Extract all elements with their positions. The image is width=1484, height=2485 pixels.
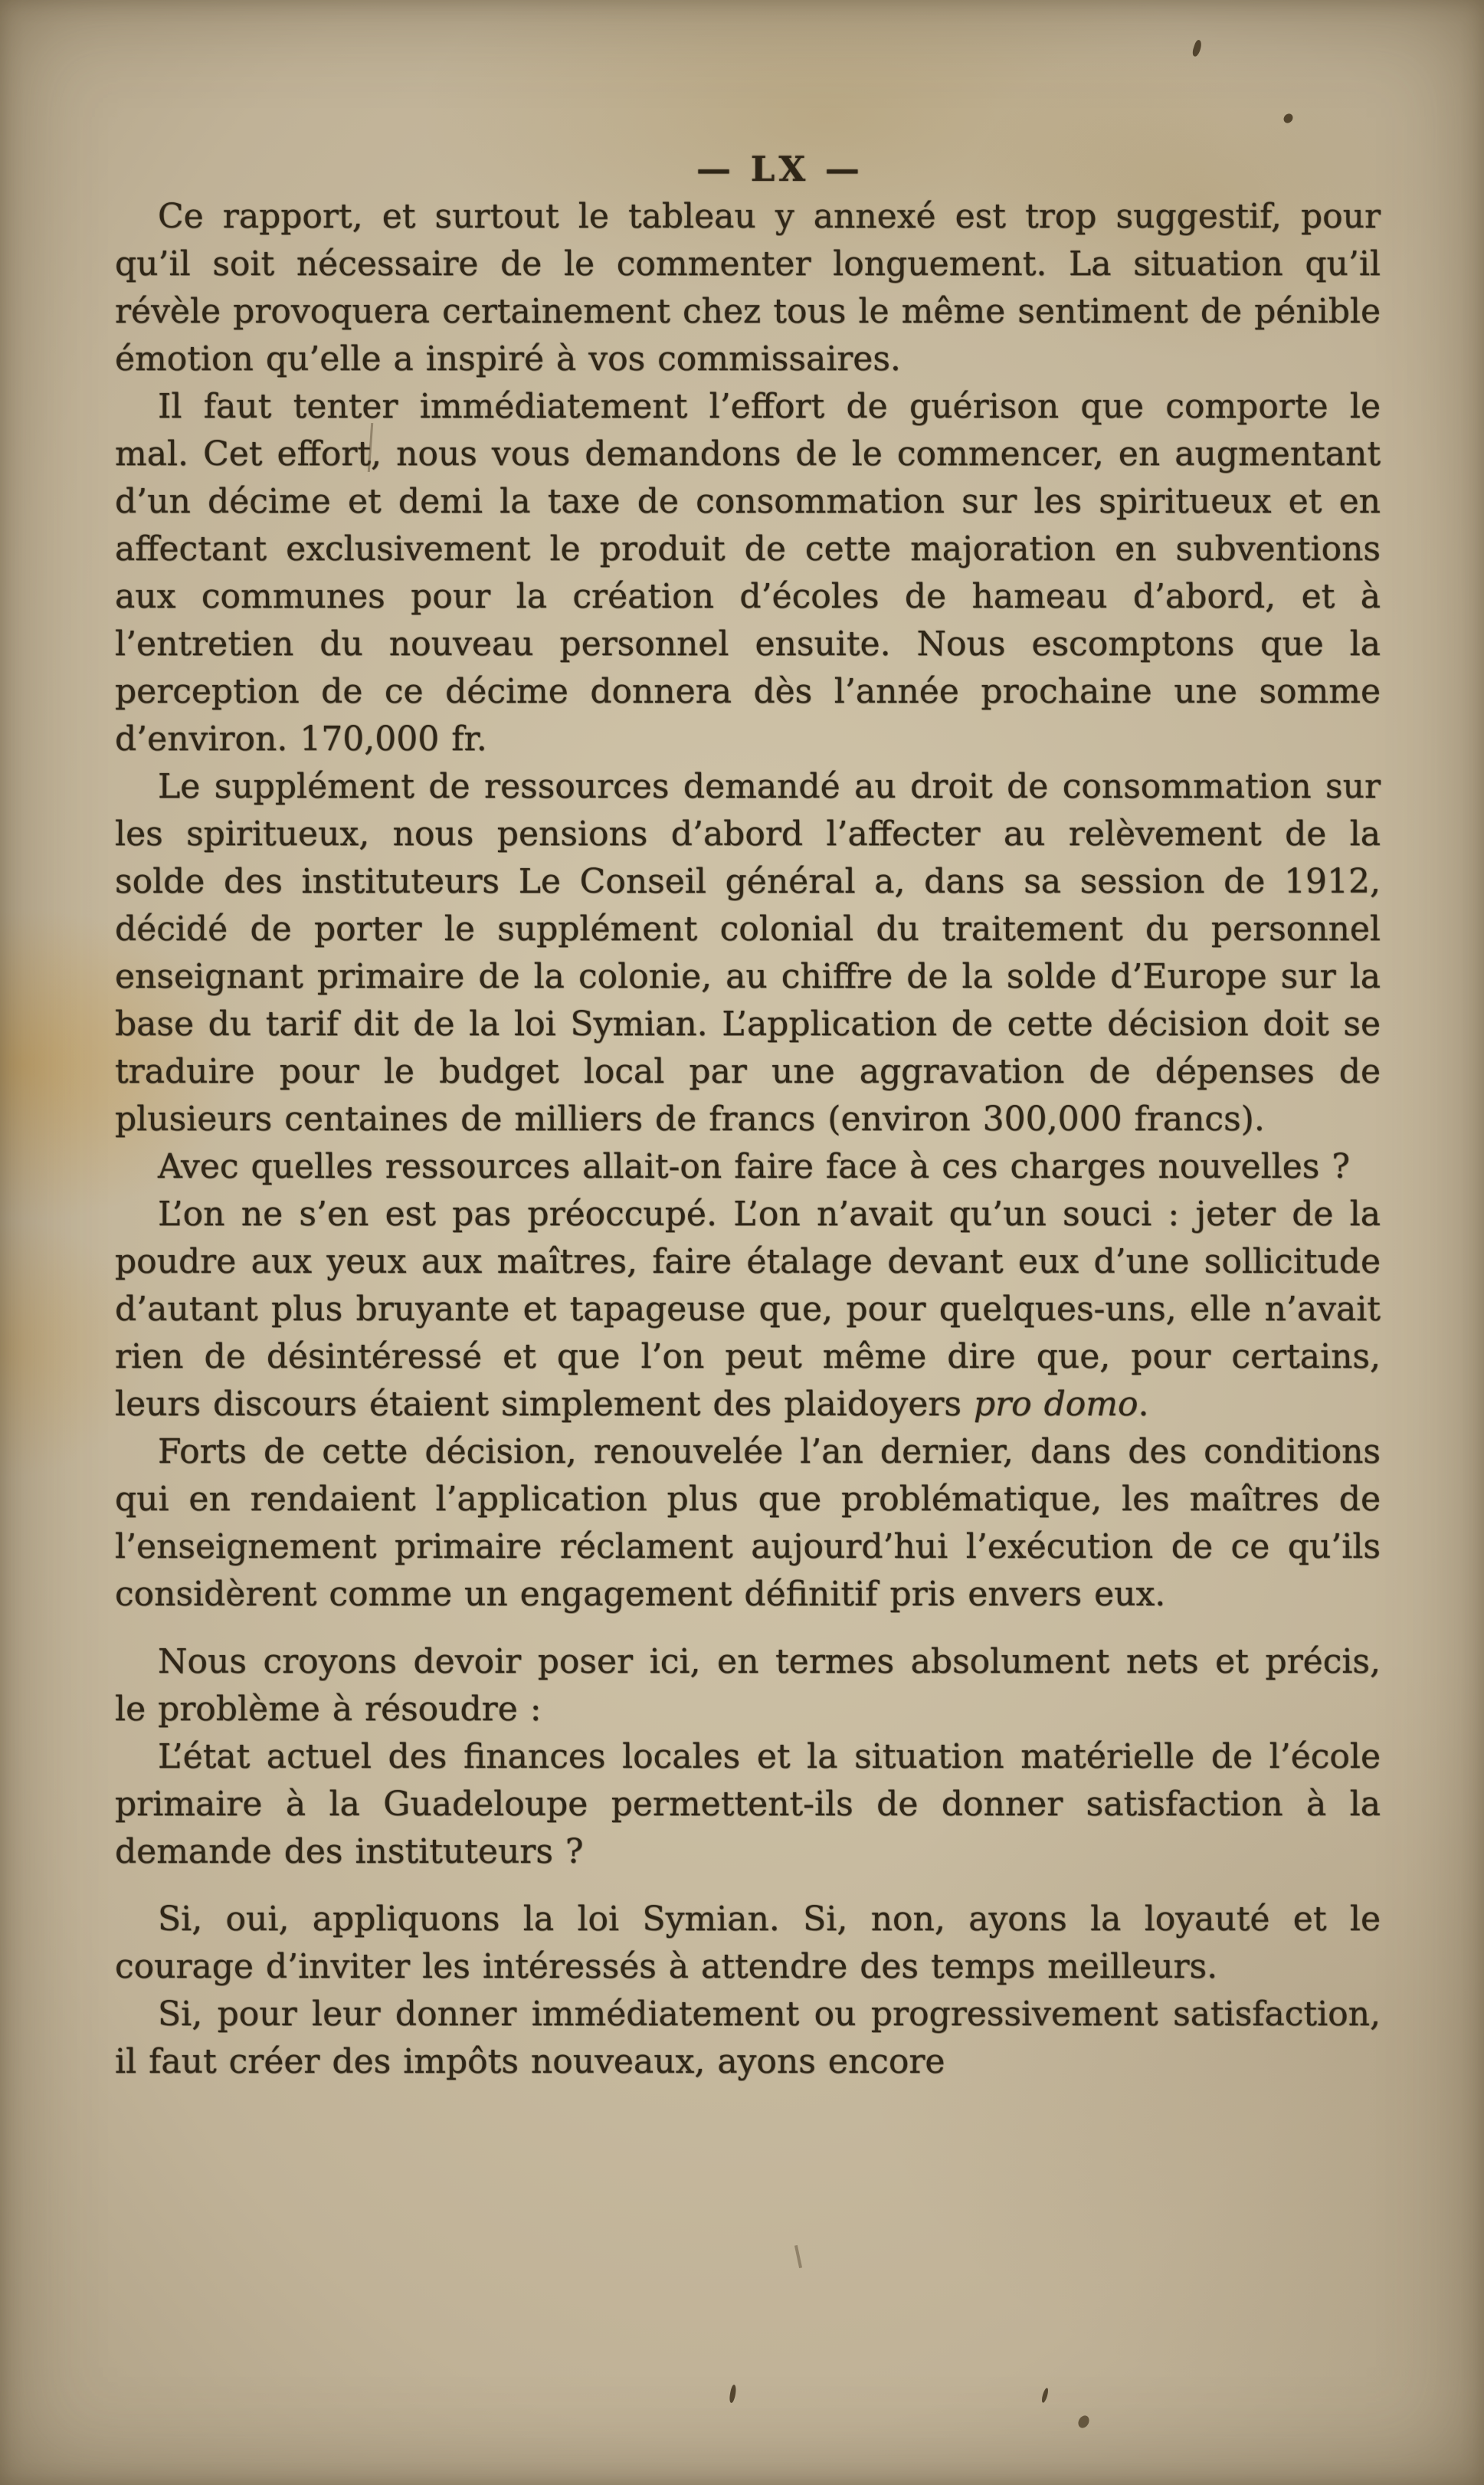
paragraph-3: Le supplément de ressources demandé au droit de consommation sur les spiritueux, nous pensions d’abord l’affecter au relèvement de la solde des instituteurs Le Conseil général a, dans sa session de 1912, décidé de porter le supplément colonial du traitement du personnel enseignant primaire de la colonie, au chiffre de la solde d’Europe sur la base du tarif dit de la loi Symian. L’application de cette décision doit se traduire pour le budget local par une aggravation de dépenses de plusieurs centaines de milliers de francs (environ 300,000 francs). (115, 767, 1381, 1139)
paragraph-8: L’état actuel des finances locales et la situation matérielle de l’école primaire à la Guadeloupe permettent-ils de donner satisfaction à la demande des instituteurs ? (115, 1737, 1381, 1871)
paragraph-7: Nous croyons devoir poser ici, en termes absolument nets et précis, le problème à résoudre : (115, 1642, 1381, 1729)
ink-speck (1076, 2414, 1092, 2430)
text-block (115, 193, 1381, 2086)
latin-phrase-italic: pro domo (973, 1385, 1138, 1424)
paragraph-6: Forts de cette décision, renouvelée l’an dernier, dans des conditions qui en rendaient l’application plus que problématique, les maîtres de l’enseignement primaire réclament aujourd’hui l’exécution de ce qu’ils considèrent comme un engagement définitif pris envers eux. (115, 1432, 1381, 1614)
ink-speck (1040, 2388, 1049, 2404)
ink-speck (1191, 39, 1203, 57)
paragraph-9: Si, oui, appliquons la loi Symian. Si, non, ayons la loyauté et le courage d’inviter les intéressés à attendre des temps meilleurs. (115, 1900, 1381, 1986)
paper-fiber (794, 2245, 802, 2268)
paragraph-text: L’on ne s’en est pas préoccupé. L’on n’avait qu’un souci : jeter de la poudre aux yeux aux maîtres, faire étalage devant eux d’une sollicitude d’autant plus bruyante et tapageuse que, pour quelques-uns, elle n’avait rien de désintéressé et que l’on peut même dire que, pour certains, leurs discours étaient simplement des plaidoyers (115, 1195, 1381, 1424)
paragraph-2: Il faut tenter immédiatement l’effort de guérison que comporte le mal. Cet effort, nous vous demandons de le commencer, en augmentant d’un décime et demi la taxe de consommation sur les spiritueux et en affectant exclusivement le produit de cette majoration en subventions aux communes pour la création d’écoles de hameau d’abord, et à l’entretien du nouveau personnel ensuite. Nous escomptons que la perception de ce décime donnera dès l’année prochaine une somme d’environ. 170,000 fr. (115, 387, 1381, 759)
paragraph-10: Si, pour leur donner immédiatement ou progressivement satisfaction, il faut créer des impôts nouveaux, ayons encore (115, 1995, 1381, 2081)
paragraph-5 (115, 1191, 1381, 1428)
ink-speck (1282, 112, 1295, 125)
page-number-header: — LX — (696, 149, 863, 189)
paragraph-text: . (1138, 1385, 1149, 1424)
ink-speck (729, 2385, 737, 2404)
paragraph-1: Ce rapport, et surtout le tableau y annexé est trop suggestif, pour qu’il soit nécessaire de le commenter longuement. La situation qu’il révèle provoquera certainement chez tous le même sentiment de pénible émotion qu’elle a inspiré à vos commissaires. (115, 197, 1381, 379)
paragraph-4: Avec quelles ressources allait-on faire face à ces charges nouvelles ? (158, 1147, 1350, 1186)
